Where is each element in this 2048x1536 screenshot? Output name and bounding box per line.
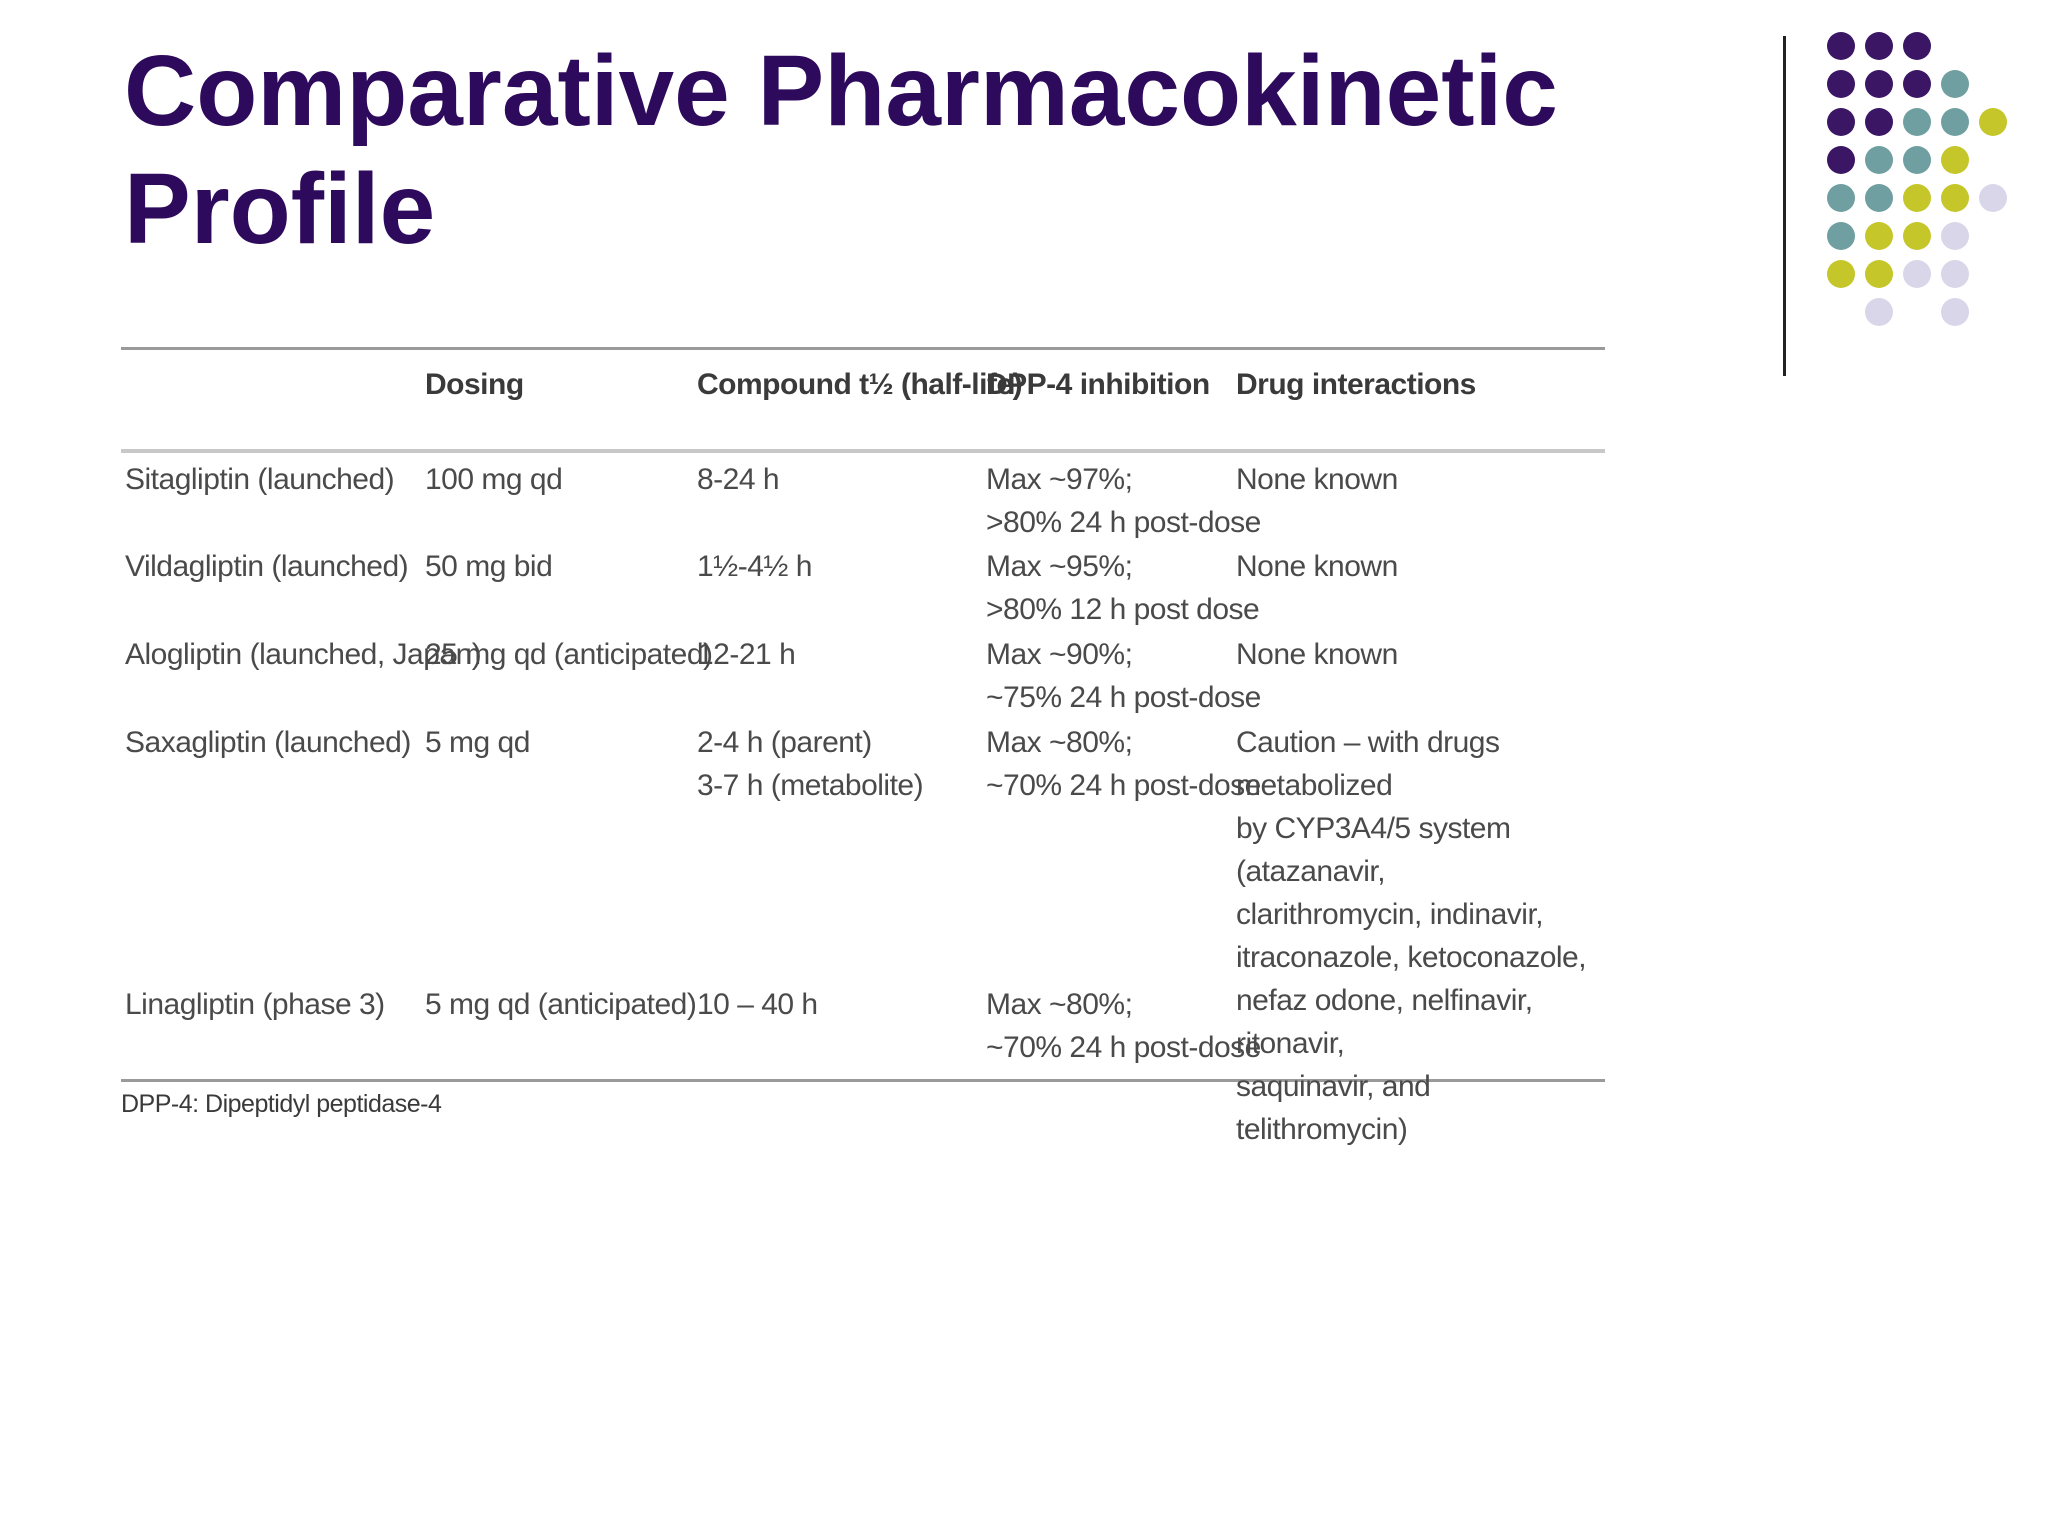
header-drug-interactions: Drug interactions bbox=[1236, 368, 1476, 401]
decorative-dot bbox=[1827, 70, 1855, 98]
decorative-dot bbox=[1827, 146, 1855, 174]
table-footnote: DPP-4: Dipeptidyl peptidase-4 bbox=[121, 1090, 442, 1118]
decorative-dot bbox=[1865, 146, 1893, 174]
decorative-dot bbox=[1903, 108, 1931, 136]
decorative-dot bbox=[1903, 32, 1931, 60]
row-saxagliptin-half-life: 2-4 h (parent) 3-7 h (metabolite) bbox=[697, 726, 924, 802]
row-saxagliptin-drug: Saxagliptin (launched) bbox=[125, 726, 411, 759]
decorative-dot bbox=[1941, 146, 1969, 174]
decorative-dot bbox=[1903, 70, 1931, 98]
row-vildagliptin-interactions: None known bbox=[1236, 550, 1398, 583]
decorative-dot bbox=[1903, 222, 1931, 250]
decorative-dot bbox=[1827, 260, 1855, 288]
decorative-dot bbox=[1941, 260, 1969, 288]
decorative-dot bbox=[1903, 260, 1931, 288]
decorative-dot bbox=[1865, 184, 1893, 212]
decorative-dot bbox=[1941, 70, 1969, 98]
decorative-dot bbox=[1903, 146, 1931, 174]
decorative-dot bbox=[1941, 184, 1969, 212]
row-saxagliptin-inhibition: Max ~80%; ~70% 24 h post-dose bbox=[986, 726, 1261, 802]
row-vildagliptin-inhibition: Max ~95%; >80% 12 h post dose bbox=[986, 550, 1260, 626]
row-alogliptin-dosing: 25 mg qd (anticipated) bbox=[425, 638, 713, 671]
slide-title: Comparative Pharmacokinetic Profile bbox=[124, 35, 1558, 265]
decorative-dot bbox=[1903, 184, 1931, 212]
decorative-dot bbox=[1827, 108, 1855, 136]
header-half-life: Compound t½ (half-life) bbox=[697, 368, 1023, 401]
row-saxagliptin-interactions: Caution – with drugs metabolized by CYP3A4/5 system (atazanavir, clarithromycin, indinavir, itraconazole, ketoconazole, nefaz odone, nelfinavir, ritonavir, saquinavir, and telithromycin) bbox=[1236, 726, 1587, 1146]
row-alogliptin-drug: Alogliptin (launched, Japan) bbox=[125, 638, 482, 671]
decorative-dot bbox=[1827, 222, 1855, 250]
decorative-dot bbox=[1865, 32, 1893, 60]
row-alogliptin-inhibition: Max ~90%; ~75% 24 h post-dose bbox=[986, 638, 1261, 714]
row-linagliptin-half-life: 10 – 40 h bbox=[697, 988, 818, 1021]
row-sitagliptin-dosing: 100 mg qd bbox=[425, 463, 563, 496]
table-header-rule bbox=[121, 449, 1605, 453]
decorative-dot bbox=[1865, 298, 1893, 326]
decorative-dot bbox=[1865, 222, 1893, 250]
header-dosing: Dosing bbox=[425, 368, 524, 401]
table-top-rule bbox=[121, 347, 1605, 350]
row-alogliptin-half-life: 12-21 h bbox=[697, 638, 796, 671]
row-alogliptin-interactions: None known bbox=[1236, 638, 1398, 671]
row-sitagliptin-drug: Sitagliptin (launched) bbox=[125, 463, 395, 496]
decorative-dot bbox=[1941, 222, 1969, 250]
row-saxagliptin-dosing: 5 mg qd bbox=[425, 726, 530, 759]
vertical-divider bbox=[1783, 36, 1786, 376]
decorative-dot bbox=[1827, 184, 1855, 212]
row-vildagliptin-dosing: 50 mg bid bbox=[425, 550, 553, 583]
row-sitagliptin-inhibition: Max ~97%; >80% 24 h post-dose bbox=[986, 463, 1261, 539]
row-linagliptin-inhibition: Max ~80%; ~70% 24 h post-dose bbox=[986, 988, 1261, 1064]
row-linagliptin-dosing: 5 mg qd (anticipated) bbox=[425, 988, 697, 1021]
decorative-dot bbox=[1827, 32, 1855, 60]
row-vildagliptin-drug: Vildagliptin (launched) bbox=[125, 550, 409, 583]
row-vildagliptin-half-life: 1½-4½ h bbox=[697, 550, 812, 583]
decorative-dot-grid bbox=[1827, 32, 2017, 332]
decorative-dot bbox=[1941, 108, 1969, 136]
row-sitagliptin-half-life: 8-24 h bbox=[697, 463, 780, 496]
decorative-dot bbox=[1865, 260, 1893, 288]
decorative-dot bbox=[1941, 298, 1969, 326]
row-linagliptin-drug: Linagliptin (phase 3) bbox=[125, 988, 385, 1021]
row-sitagliptin-interactions: None known bbox=[1236, 463, 1398, 496]
header-dpp4-inhibition: DPP-4 inhibition bbox=[986, 368, 1210, 401]
decorative-dot bbox=[1979, 108, 2007, 136]
decorative-dot bbox=[1979, 184, 2007, 212]
decorative-dot bbox=[1865, 70, 1893, 98]
decorative-dot bbox=[1865, 108, 1893, 136]
